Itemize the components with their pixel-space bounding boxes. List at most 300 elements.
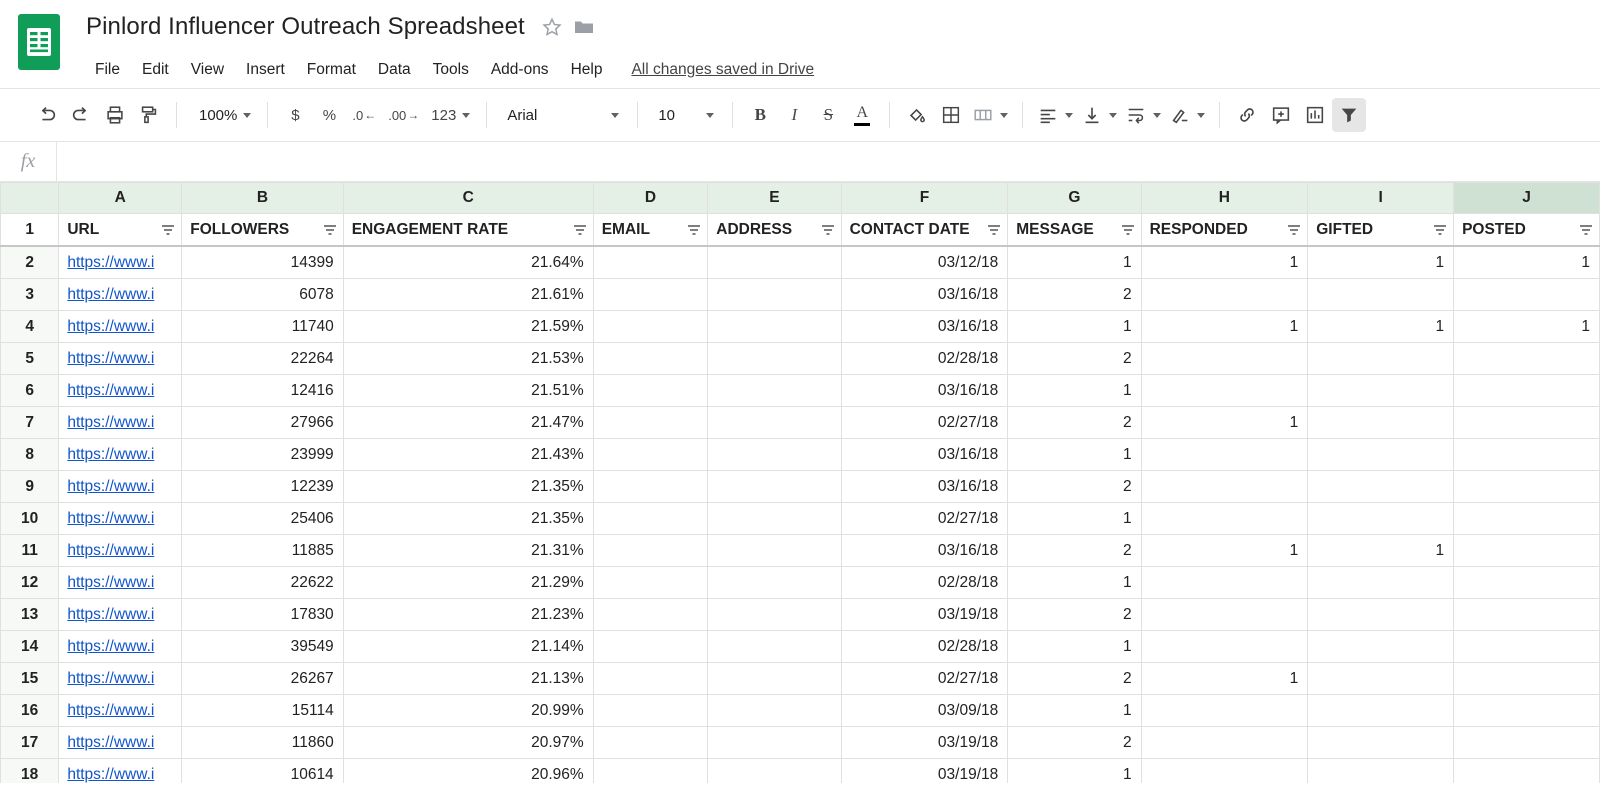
cell-responded[interactable] [1141,471,1308,503]
row-number-3[interactable]: 3 [1,279,59,311]
font-size-select[interactable] [648,98,722,132]
followers-value: 11885 [291,542,334,559]
posted-value: 1 [1581,318,1590,335]
cell-followers[interactable] [182,439,343,471]
url-link[interactable]: https://www.i [67,734,155,751]
menu-item-view[interactable]: View [190,61,225,78]
menu-item-help[interactable]: Help [570,61,603,78]
cell-email[interactable] [593,631,708,663]
row-number-15[interactable]: 15 [1,663,59,695]
cell-url[interactable] [59,759,182,784]
cell-j1[interactable] [1454,214,1600,247]
header-label-address: ADDRESS [716,220,793,238]
filter-icon[interactable] [1332,98,1366,132]
cell-address[interactable] [708,503,841,535]
cell-d1[interactable] [593,214,708,247]
cell-email[interactable] [593,599,708,631]
cell-email[interactable] [593,311,708,343]
cell-email[interactable] [593,246,708,279]
cell-followers[interactable] [182,535,343,567]
decrease-decimal-button[interactable]: .0 ← [352,107,377,123]
cell-engagement-rate[interactable] [343,535,593,567]
cell-address[interactable] [708,471,841,503]
cell-url[interactable] [59,727,182,759]
cell-followers[interactable] [182,279,343,311]
cell-engagement-rate[interactable] [343,375,593,407]
cell-responded[interactable] [1141,279,1308,311]
filter-icon-f[interactable] [987,224,1001,236]
cell-email[interactable] [593,343,708,375]
cell-message[interactable] [1008,375,1141,407]
engagement-value: 21.53% [531,350,584,367]
column-header-c[interactable]: C [343,183,593,214]
cell-email[interactable] [593,279,708,311]
cell-address[interactable] [708,311,841,343]
currency-format-button[interactable]: $ [291,106,300,124]
more-formats-button[interactable]: 123 [425,98,476,132]
cell-followers[interactable] [182,631,343,663]
redo-icon[interactable] [64,98,98,132]
cell-engagement-rate[interactable] [343,599,593,631]
cell-address[interactable] [708,759,841,784]
filter-icon-d[interactable] [687,224,701,236]
italic-button[interactable]: I [791,105,798,124]
cell-address[interactable] [708,279,841,311]
table-row [1,567,1600,599]
cell-engagement-rate[interactable] [343,567,593,599]
cell-followers[interactable] [182,503,343,535]
cell-i1[interactable] [1308,214,1454,247]
star-icon[interactable] [539,14,565,40]
cell-responded[interactable] [1141,503,1308,535]
cell-gifted[interactable] [1308,567,1454,599]
cell-url[interactable] [59,663,182,695]
row-number-5[interactable]: 5 [1,343,59,375]
cell-email[interactable] [593,759,708,784]
formula-input[interactable] [57,142,1600,181]
menu-item-edit[interactable]: Edit [141,61,169,78]
menu-item-insert[interactable]: Insert [246,61,285,78]
url-link[interactable]: https://www.i [67,254,155,271]
cell-email[interactable] [593,471,708,503]
row-number-8[interactable]: 8 [1,439,59,471]
cell-f1[interactable] [841,214,1008,247]
url-link[interactable]: https://www.i [67,382,155,399]
row-number-11[interactable]: 11 [1,535,59,567]
cell-responded[interactable] [1141,246,1308,279]
cell-message[interactable] [1008,663,1141,695]
cell-email[interactable] [593,695,708,727]
horizontal-align-icon[interactable] [1033,98,1077,132]
cell-posted[interactable] [1454,471,1600,503]
cell-message[interactable] [1008,503,1141,535]
cell-posted[interactable] [1454,375,1600,407]
borders-icon[interactable] [934,98,968,132]
column-header-d[interactable]: D [593,183,708,214]
url-link[interactable]: https://www.i [67,638,155,655]
cell-g1[interactable] [1008,214,1141,247]
cell-email[interactable] [593,439,708,471]
row-number-18[interactable]: 18 [1,759,59,784]
cell-engagement-rate[interactable] [343,279,593,311]
cell-email[interactable] [593,503,708,535]
cell-gifted[interactable] [1308,727,1454,759]
column-header-i[interactable]: I [1308,183,1454,214]
cell-posted[interactable] [1454,663,1600,695]
url-link[interactable]: https://www.i [67,286,155,303]
cell-contact-date[interactable] [841,279,1008,311]
cell-contact-date[interactable] [841,375,1008,407]
cell-email[interactable] [593,567,708,599]
cell-contact-date[interactable] [841,663,1008,695]
cell-engagement-rate[interactable] [343,695,593,727]
contact-date-value: 03/19/18 [937,606,999,623]
cell-contact-date[interactable] [841,759,1008,784]
menu-item-data[interactable]: Data [377,61,411,78]
text-color-swatch [854,123,870,126]
text-wrap-icon[interactable] [1121,98,1165,132]
filter-icon-e[interactable] [821,224,835,236]
filter-icon-c[interactable] [573,224,587,236]
filter-icon-a[interactable] [161,224,175,236]
cell-message[interactable] [1008,759,1141,784]
cell-contact-date[interactable] [841,727,1008,759]
url-link[interactable]: https://www.i [67,510,155,527]
menu-item-addons[interactable]: Add-ons [490,61,549,78]
cell-contact-date[interactable] [841,343,1008,375]
table-row [1,695,1600,727]
cell-responded[interactable] [1141,759,1308,784]
cell-posted[interactable] [1454,246,1600,279]
cell-responded[interactable] [1141,407,1308,439]
url-link[interactable]: https://www.i [67,670,155,687]
cell-message[interactable] [1008,695,1141,727]
cell-followers[interactable] [182,663,343,695]
cell-contact-date[interactable] [841,599,1008,631]
row-number-1[interactable]: 1 [1,214,59,247]
fill-color-icon[interactable] [900,98,934,132]
cell-address[interactable] [708,407,841,439]
page-title[interactable]: Pinlord Influencer Outreach Spreadsheet [86,13,525,40]
cell-message[interactable] [1008,567,1141,599]
url-link[interactable]: https://www.i [67,766,155,783]
cell-gifted[interactable] [1308,246,1454,279]
column-header-e[interactable]: E [708,183,841,214]
cell-url[interactable] [59,343,182,375]
cell-contact-date[interactable] [841,407,1008,439]
engagement-value: 21.43% [531,446,584,463]
cell-posted[interactable] [1454,727,1600,759]
row-number-16[interactable]: 16 [1,695,59,727]
cell-message[interactable] [1008,631,1141,663]
cell-posted[interactable] [1454,503,1600,535]
cell-responded[interactable] [1141,567,1308,599]
column-header-a[interactable]: A [59,183,182,214]
cell-gifted[interactable] [1308,663,1454,695]
cell-url[interactable] [59,311,182,343]
cell-responded[interactable] [1141,695,1308,727]
cell-gifted[interactable] [1308,439,1454,471]
menu-item-tools[interactable]: Tools [432,61,469,78]
cell-address[interactable] [708,535,841,567]
cell-followers[interactable] [182,246,343,279]
cell-gifted[interactable] [1308,599,1454,631]
cell-address[interactable] [708,631,841,663]
cell-url[interactable] [59,279,182,311]
cell-message[interactable] [1008,246,1141,279]
cell-followers[interactable] [182,599,343,631]
text-color-button[interactable]: A [845,98,879,132]
header-data-row [1,214,1600,247]
cell-gifted[interactable] [1308,407,1454,439]
cell-responded[interactable] [1141,599,1308,631]
message-value: 1 [1122,574,1132,591]
cell-url[interactable] [59,471,182,503]
table-row [1,631,1600,663]
cell-gifted[interactable] [1308,375,1454,407]
cell-posted[interactable] [1454,567,1600,599]
row-number-9[interactable]: 9 [1,471,59,503]
cell-responded[interactable] [1141,727,1308,759]
cell-gifted[interactable] [1308,343,1454,375]
cell-message[interactable] [1008,311,1141,343]
cell-posted[interactable] [1454,343,1600,375]
comment-icon[interactable] [1264,98,1298,132]
row-number-7[interactable]: 7 [1,407,59,439]
column-header-j[interactable]: J [1454,183,1600,214]
spreadsheet-grid[interactable] [0,182,1600,783]
row-number-6[interactable]: 6 [1,375,59,407]
url-link[interactable]: https://www.i [67,318,155,335]
cell-responded[interactable] [1141,375,1308,407]
url-link[interactable]: https://www.i [67,478,155,495]
url-link[interactable]: https://www.i [67,414,155,431]
cell-address[interactable] [708,663,841,695]
menu-item-format[interactable]: Format [306,61,356,78]
merge-cells-icon[interactable] [968,98,1012,132]
row-number-12[interactable]: 12 [1,567,59,599]
cell-url[interactable] [59,407,182,439]
cell-address[interactable] [708,727,841,759]
cell-email[interactable] [593,407,708,439]
cell-posted[interactable] [1454,439,1600,471]
cell-address[interactable] [708,246,841,279]
cell-message[interactable] [1008,407,1141,439]
cell-contact-date[interactable] [841,567,1008,599]
save-status[interactable]: All changes saved in Drive [631,61,815,78]
cell-contact-date[interactable] [841,471,1008,503]
message-value: 2 [1122,350,1132,367]
cell-engagement-rate[interactable] [343,311,593,343]
link-icon[interactable] [1230,98,1264,132]
cell-url[interactable] [59,599,182,631]
cell-gifted[interactable] [1308,631,1454,663]
cell-responded[interactable] [1141,663,1308,695]
cell-engagement-rate[interactable] [343,246,593,279]
cell-address[interactable] [708,439,841,471]
cell-address[interactable] [708,343,841,375]
cell-url[interactable] [59,503,182,535]
cell-engagement-rate[interactable] [343,503,593,535]
menu-item-file[interactable]: File [95,61,120,78]
url-link[interactable]: https://www.i [67,446,155,463]
cell-h1[interactable] [1141,214,1308,247]
cell-url[interactable] [59,375,182,407]
text-rotation-icon[interactable] [1165,98,1209,132]
header-label-message: MESSAGE [1016,220,1094,238]
cell-engagement-rate[interactable] [343,343,593,375]
url-link[interactable]: https://www.i [67,606,155,623]
cell-c1[interactable] [343,214,593,247]
cell-responded[interactable] [1141,535,1308,567]
cell-contact-date[interactable] [841,311,1008,343]
filter-icon-i[interactable] [1433,224,1447,236]
cell-contact-date[interactable] [841,631,1008,663]
cell-posted[interactable] [1454,279,1600,311]
cell-followers[interactable] [182,343,343,375]
row-number-17[interactable]: 17 [1,727,59,759]
cell-followers[interactable] [182,471,343,503]
message-value: 1 [1122,382,1132,399]
cell-email[interactable] [593,375,708,407]
percent-format-button[interactable]: % [322,106,337,124]
cell-message[interactable] [1008,471,1141,503]
filter-icon-b[interactable] [323,224,337,236]
cell-message[interactable] [1008,343,1141,375]
cell-message[interactable] [1008,279,1141,311]
cell-posted[interactable] [1454,599,1600,631]
increase-decimal-button[interactable]: .00 → [388,107,420,123]
undo-icon[interactable] [30,98,64,132]
cell-gifted[interactable] [1308,759,1454,784]
gifted-value: 1 [1435,318,1445,335]
url-link[interactable]: https://www.i [67,542,155,559]
row-number-4[interactable]: 4 [1,311,59,343]
zoom-control[interactable] [187,98,257,132]
url-link[interactable]: https://www.i [67,702,155,719]
cell-followers[interactable] [182,727,343,759]
cell-engagement-rate[interactable] [343,439,593,471]
cell-gifted[interactable] [1308,471,1454,503]
cell-engagement-rate[interactable] [343,727,593,759]
row-number-13[interactable]: 13 [1,599,59,631]
contact-date-value: 03/16/18 [937,382,999,399]
cell-url[interactable] [59,695,182,727]
cell-gifted[interactable] [1308,695,1454,727]
cell-contact-date[interactable] [841,695,1008,727]
print-icon[interactable] [98,98,132,132]
cell-contact-date[interactable] [841,535,1008,567]
cell-address[interactable] [708,567,841,599]
cell-message[interactable] [1008,727,1141,759]
message-value: 1 [1122,446,1132,463]
column-header-g[interactable]: G [1008,183,1141,214]
url-link[interactable]: https://www.i [67,574,155,591]
filter-icon-g[interactable] [1121,224,1135,236]
filter-icon-h[interactable] [1287,224,1301,236]
font-family-select[interactable] [497,98,627,132]
cell-email[interactable] [593,727,708,759]
cell-followers[interactable] [182,759,343,784]
cell-gifted[interactable] [1308,311,1454,343]
cell-contact-date[interactable] [841,439,1008,471]
cell-responded[interactable] [1141,631,1308,663]
cell-posted[interactable] [1454,535,1600,567]
cell-message[interactable] [1008,439,1141,471]
cell-gifted[interactable] [1308,503,1454,535]
cell-responded[interactable] [1141,311,1308,343]
cell-email[interactable] [593,535,708,567]
row-number-2[interactable]: 2 [1,246,59,279]
contact-date-value: 02/28/18 [937,638,999,655]
cell-responded[interactable] [1141,343,1308,375]
cell-contact-date[interactable] [841,246,1008,279]
cell-message[interactable] [1008,599,1141,631]
cell-followers[interactable] [182,311,343,343]
followers-value: 27966 [290,414,334,431]
row-number-14[interactable]: 14 [1,631,59,663]
cell-posted[interactable] [1454,311,1600,343]
url-link[interactable]: https://www.i [67,350,155,367]
cell-posted[interactable] [1454,407,1600,439]
cell-address[interactable] [708,375,841,407]
cell-engagement-rate[interactable] [343,631,593,663]
cell-url[interactable] [59,631,182,663]
select-all-corner[interactable] [1,183,59,214]
column-header-h[interactable]: H [1141,183,1308,214]
cell-engagement-rate[interactable] [343,663,593,695]
row-number-10[interactable]: 10 [1,503,59,535]
cell-posted[interactable] [1454,631,1600,663]
chart-icon[interactable] [1298,98,1332,132]
cell-posted[interactable] [1454,695,1600,727]
cell-gifted[interactable] [1308,279,1454,311]
column-header-b[interactable]: B [182,183,343,214]
vertical-align-icon[interactable] [1077,98,1121,132]
folder-icon[interactable] [571,14,597,40]
cell-engagement-rate[interactable] [343,407,593,439]
cell-url[interactable] [59,246,182,279]
bold-button[interactable]: B [754,105,766,124]
strikethrough-button[interactable]: S [823,105,834,124]
cell-engagement-rate[interactable] [343,471,593,503]
sheets-logo [18,14,60,70]
header-label-gifted: GIFTED [1316,220,1374,238]
cell-followers[interactable] [182,695,343,727]
cell-followers[interactable] [182,567,343,599]
cell-gifted[interactable] [1308,535,1454,567]
cell-posted[interactable] [1454,759,1600,784]
column-header-f[interactable]: F [841,183,1008,214]
cell-followers[interactable] [182,407,343,439]
cell-b1[interactable] [182,214,343,247]
cell-contact-date[interactable] [841,503,1008,535]
cell-address[interactable] [708,695,841,727]
cell-url[interactable] [59,439,182,471]
filter-icon-j[interactable] [1579,224,1593,236]
cell-url[interactable] [59,567,182,599]
cell-address[interactable] [708,599,841,631]
paint-format-icon[interactable] [132,98,166,132]
cell-a1[interactable] [59,214,182,247]
cell-url[interactable] [59,535,182,567]
cell-followers[interactable] [182,375,343,407]
cell-e1[interactable] [708,214,841,247]
cell-engagement-rate[interactable] [343,759,593,784]
cell-email[interactable] [593,663,708,695]
cell-responded[interactable] [1141,439,1308,471]
cell-message[interactable] [1008,535,1141,567]
